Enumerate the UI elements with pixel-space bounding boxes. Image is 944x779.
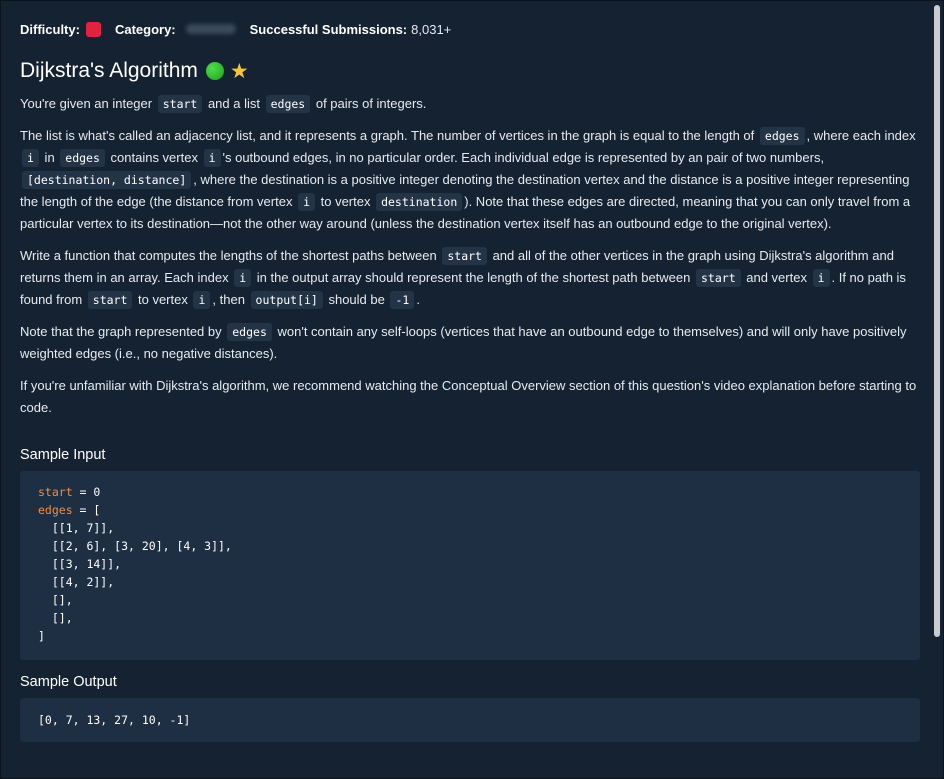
sample-input-code[interactable]: start = 0 edges = [ [[1, 7]], [[2, 6], [3, 20], [4, 3]], [[3, 14]], [[4, 2]], [], [], ] [20, 471, 920, 660]
code-line: [[4, 2]], [38, 575, 115, 589]
sample-output-heading: Sample Output [20, 674, 117, 690]
code-line: [[3, 14]], [38, 557, 122, 571]
inline-code: edges [266, 95, 311, 113]
inline-code: i [22, 149, 39, 167]
inline-code: edges [227, 323, 272, 341]
inline-code: edges [60, 149, 105, 167]
star-icon[interactable]: ★ [229, 59, 249, 83]
inline-code: i [234, 269, 251, 287]
description-paragraph: The list is what's called an adjacency list, and it represents a graph. The number of vertices in the graph is equal to the length of edges , where each index i in edges contains vertex i 's outbound edges, in no particular order. Each individual edge is represented by an pair of two numbers, [destination, distance] , where the destination is a positive integer denoting the destination vertex and the distance is a positive integer representing the length of the edge (the distance from vertex i to vertex destination ). Note that these edges are directed, meaning that you can only travel from a particular vertex to its destination—not the other way around (unless the destination vertex itself has an outbound edge to the original vertex). [20, 128, 916, 231]
sample-input-heading: Sample Input [20, 447, 106, 463]
inline-code: i [298, 193, 315, 211]
description-paragraph: You're given an integer start and a list edges of pairs of integers. [20, 96, 427, 111]
description-paragraph: Note that the graph represented by edges won't contain any self-loops (vertices that have an outbound edge to themselves) and will only have positively weighted edges (i.e., no negative distances). [20, 324, 907, 361]
submissions-count: 8,031+ [411, 21, 452, 37]
inline-code: i [204, 149, 221, 167]
inline-code: start [158, 95, 203, 113]
sample-output-code[interactable] [20, 698, 920, 742]
code-line: [], [38, 611, 73, 625]
scrollbar-thumb[interactable] [934, 5, 940, 637]
inline-code: i [193, 291, 210, 309]
inline-code: -1 [390, 291, 414, 309]
code-variable: start [38, 485, 73, 499]
green-circle-icon [206, 62, 224, 80]
submissions-label: Successful Submissions: [249, 21, 408, 37]
page-title [20, 58, 920, 84]
difficulty-badge [86, 22, 101, 37]
code-line: [[1, 7]], [38, 521, 115, 535]
inline-code: start [442, 247, 487, 265]
code-line: [0, 7, 13, 27, 10, -1] [38, 713, 191, 727]
code-line: [], [38, 593, 73, 607]
inline-code: start [696, 269, 741, 287]
problem-title: Dijkstra's Algorithm [20, 59, 198, 82]
description-paragraph: If you're unfamiliar with Dijkstra's algorithm, we recommend watching the Conceptual Overview section of this question's video explanation before starting to code. [20, 378, 917, 415]
difficulty-label: Difficulty: [20, 21, 80, 37]
inline-code: [destination, distance] [22, 171, 191, 189]
inline-code: destination [376, 193, 462, 211]
category-value-blurred [186, 24, 236, 34]
problem-content [20, 19, 920, 742]
code-line: ] [38, 629, 45, 643]
problem-meta [20, 19, 920, 39]
code-line: [[2, 6], [3, 20], [4, 3]], [38, 539, 232, 553]
inline-code: output[i] [251, 291, 323, 309]
inline-code: start [88, 291, 133, 309]
code-variable: edges [38, 503, 73, 517]
category-label: Category: [114, 21, 176, 37]
inline-code: edges [760, 127, 805, 145]
description-paragraph: Write a function that computes the lengths of the shortest paths between start and all of the other vertices in the graph using Dijkstra's algorithm and returns them in an array. Each index i in the output array should represent the length of the shortest path between start and vertex i . If no path is found from start to vertex i , then output[i] should be -1 . [20, 248, 906, 307]
inline-code: i [813, 269, 830, 287]
